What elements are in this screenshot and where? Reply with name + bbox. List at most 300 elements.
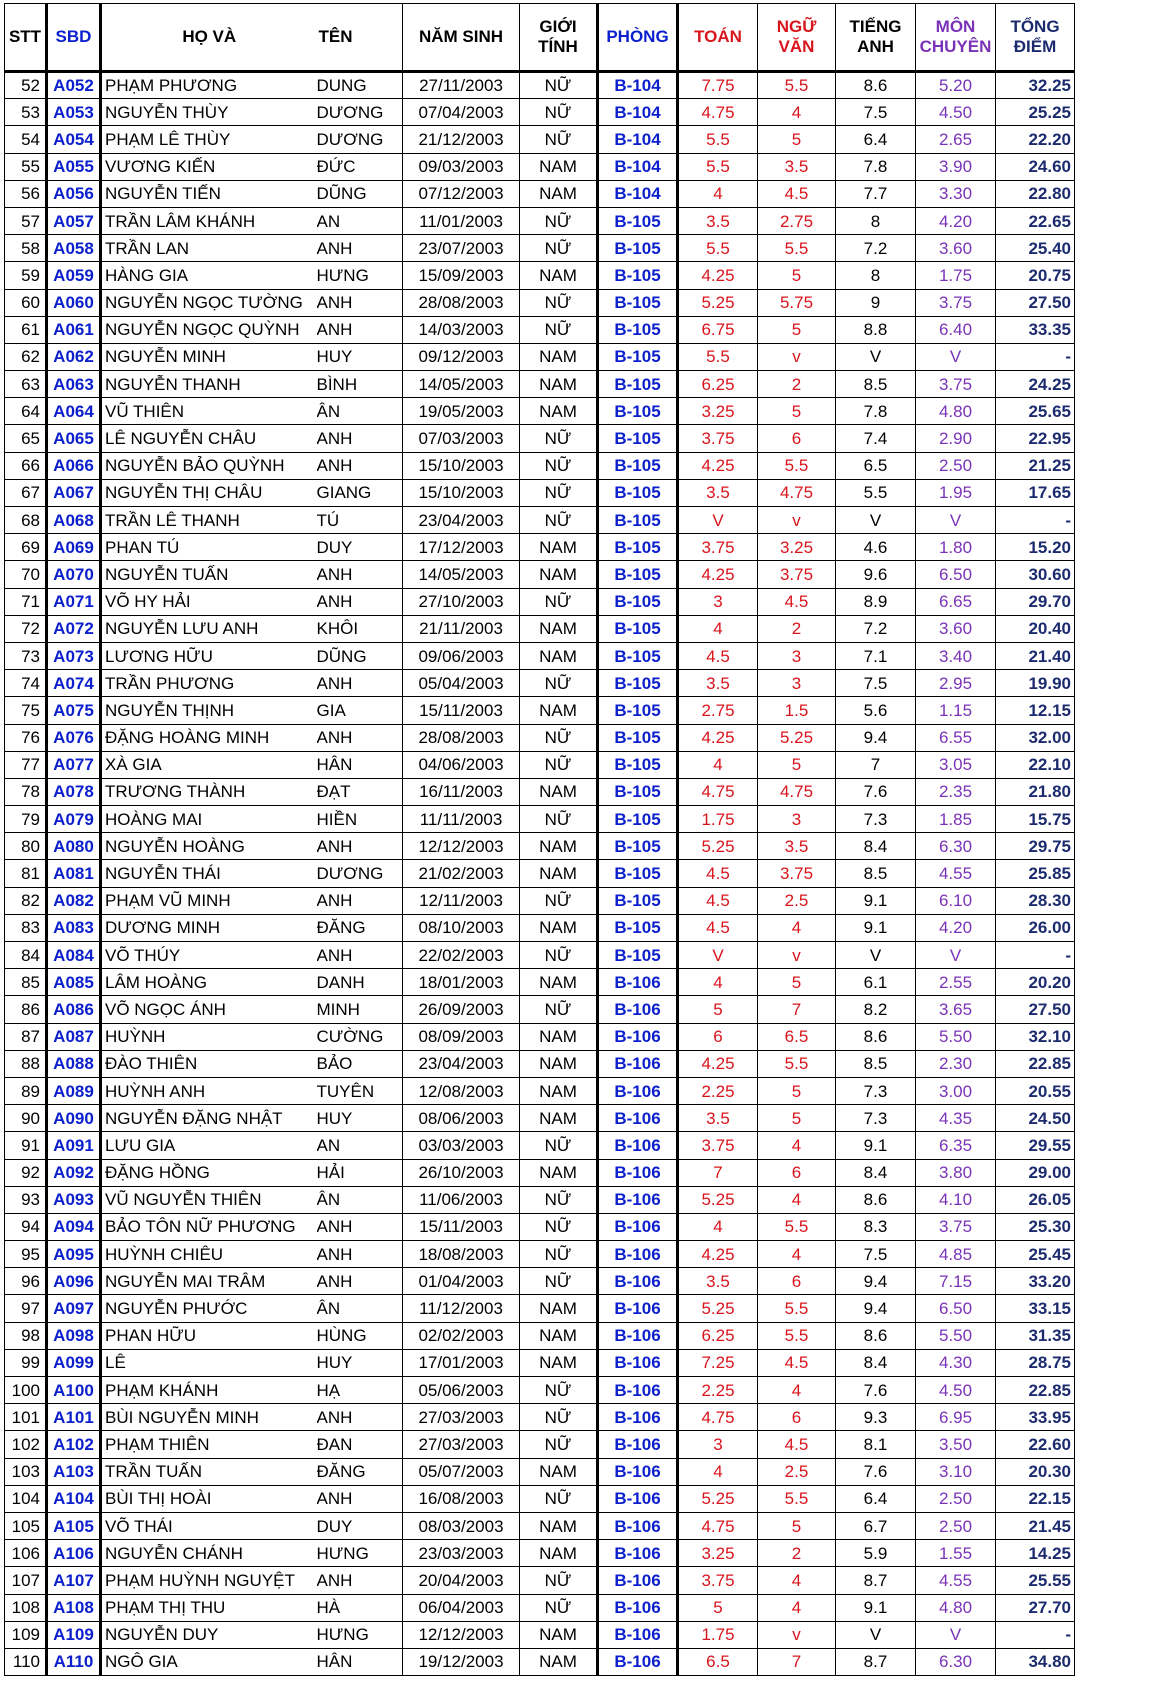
cell-mon-chuyen: 4.85 (916, 1241, 996, 1268)
cell-ngu-van: 4.75 (758, 479, 836, 506)
cell-phong: B-105 (598, 371, 678, 398)
cell-phong: B-106 (598, 969, 678, 996)
cell-phong: B-105 (598, 452, 678, 479)
cell-tong-diem: 21.45 (996, 1512, 1075, 1539)
cell-phong: B-106 (598, 1132, 678, 1159)
cell-stt: 78 (5, 778, 47, 805)
cell-ten: DƯƠNG (317, 860, 403, 887)
table-row (5, 1377, 1075, 1404)
cell-tong-diem: 20.55 (996, 1077, 1075, 1104)
cell-mon-chuyen: 2.35 (916, 778, 996, 805)
cell-stt: 82 (5, 887, 47, 914)
cell-phong: B-105 (598, 942, 678, 969)
table-row (5, 1322, 1075, 1349)
cell-gioi-tinh: NỮ (520, 1268, 598, 1295)
cell-tong-diem: 21.80 (996, 778, 1075, 805)
cell-nam-sinh: 07/04/2003 (403, 99, 520, 126)
cell-tieng-anh: 7.2 (836, 615, 916, 642)
header-row (5, 4, 1075, 72)
cell-tong-diem: 20.40 (996, 615, 1075, 642)
cell-ten: TÚ (317, 507, 403, 534)
table-row (5, 343, 1075, 370)
cell-ngu-van: 3.75 (758, 860, 836, 887)
header-mon-chuyen-line1: MÔN (935, 17, 976, 37)
header-phong: PHÒNG (598, 4, 678, 72)
cell-ngu-van: 5 (758, 969, 836, 996)
cell-sbd: A067 (47, 479, 101, 506)
cell-sbd: A079 (47, 806, 101, 833)
cell-tong-diem: 32.25 (996, 72, 1075, 99)
cell-tong-diem: 15.75 (996, 806, 1075, 833)
cell-toan: 5.25 (678, 1295, 758, 1322)
cell-stt: 103 (5, 1458, 47, 1485)
cell-stt: 53 (5, 99, 47, 126)
cell-toan: 5.5 (678, 126, 758, 153)
cell-mon-chuyen: 3.50 (916, 1431, 996, 1458)
cell-ngu-van: 3 (758, 670, 836, 697)
header-ho: HỌ VÀ (101, 4, 317, 72)
cell-sbd: A075 (47, 697, 101, 724)
cell-nam-sinh: 01/04/2003 (403, 1268, 520, 1295)
cell-ho: HUỲNH CHIÊU (101, 1241, 317, 1268)
cell-nam-sinh: 18/01/2003 (403, 969, 520, 996)
cell-ngu-van: 2 (758, 615, 836, 642)
cell-toan: 3.25 (678, 1540, 758, 1567)
cell-tong-diem: 30.60 (996, 561, 1075, 588)
cell-sbd: A092 (47, 1159, 101, 1186)
cell-stt: 83 (5, 914, 47, 941)
cell-stt: 69 (5, 534, 47, 561)
cell-tong-diem: 26.00 (996, 914, 1075, 941)
cell-tieng-anh: 8.6 (836, 1322, 916, 1349)
cell-ten: ÂN (317, 1186, 403, 1213)
cell-nam-sinh: 04/06/2003 (403, 751, 520, 778)
cell-ho: VƯƠNG KIẾN (101, 153, 317, 180)
cell-nam-sinh: 26/10/2003 (403, 1159, 520, 1186)
cell-mon-chuyen: V (916, 942, 996, 969)
cell-tieng-anh: 9.1 (836, 1594, 916, 1621)
cell-ten: HUY (317, 343, 403, 370)
table-row (5, 452, 1075, 479)
cell-stt: 99 (5, 1349, 47, 1376)
cell-tong-diem: 33.20 (996, 1268, 1075, 1295)
cell-stt: 88 (5, 1050, 47, 1077)
cell-phong: B-106 (598, 1186, 678, 1213)
cell-tong-diem: 31.35 (996, 1322, 1075, 1349)
cell-ten: AN (317, 1132, 403, 1159)
cell-mon-chuyen: 6.65 (916, 588, 996, 615)
cell-nam-sinh: 26/09/2003 (403, 996, 520, 1023)
cell-tieng-anh: 6.7 (836, 1512, 916, 1539)
cell-phong: B-106 (598, 1648, 678, 1675)
cell-ten: CƯỜNG (317, 1023, 403, 1050)
cell-nam-sinh: 27/03/2003 (403, 1431, 520, 1458)
cell-phong: B-105 (598, 642, 678, 669)
cell-ngu-van: 5.5 (758, 1050, 836, 1077)
cell-ngu-van: 3.25 (758, 534, 836, 561)
table-row (5, 1105, 1075, 1132)
cell-tieng-anh: 7.3 (836, 806, 916, 833)
cell-mon-chuyen: V (916, 343, 996, 370)
cell-tieng-anh: 8.2 (836, 996, 916, 1023)
cell-sbd: A054 (47, 126, 101, 153)
cell-tieng-anh: 8.6 (836, 1186, 916, 1213)
cell-tong-diem: 12.15 (996, 697, 1075, 724)
cell-tieng-anh: 5.6 (836, 697, 916, 724)
cell-ten: BẢO (317, 1050, 403, 1077)
cell-stt: 93 (5, 1186, 47, 1213)
cell-ho: NGUYỄN MINH (101, 343, 317, 370)
table-row (5, 1431, 1075, 1458)
cell-sbd: A080 (47, 833, 101, 860)
cell-nam-sinh: 11/06/2003 (403, 1186, 520, 1213)
cell-ho: PHAN HỮU (101, 1322, 317, 1349)
cell-ten: ANH (317, 1567, 403, 1594)
table-row (5, 887, 1075, 914)
cell-phong: B-104 (598, 72, 678, 99)
cell-ngu-van: 5.5 (758, 235, 836, 262)
cell-ngu-van: 4 (758, 99, 836, 126)
header-gioi-tinh-line1: GIỚI (539, 17, 577, 37)
cell-mon-chuyen: 6.50 (916, 561, 996, 588)
cell-tong-diem: 33.35 (996, 316, 1075, 343)
cell-phong: B-104 (598, 153, 678, 180)
table-row (5, 126, 1075, 153)
cell-phong: B-105 (598, 398, 678, 425)
cell-gioi-tinh: NAM (520, 1295, 598, 1322)
cell-nam-sinh: 23/04/2003 (403, 507, 520, 534)
cell-toan: 4.25 (678, 1241, 758, 1268)
cell-tong-diem: 25.45 (996, 1241, 1075, 1268)
cell-tong-diem: 34.80 (996, 1648, 1075, 1675)
cell-tieng-anh: 7.6 (836, 778, 916, 805)
cell-ho: NGUYỄN THÁI (101, 860, 317, 887)
cell-toan: 4.25 (678, 1050, 758, 1077)
cell-phong: B-106 (598, 1213, 678, 1240)
table-row (5, 316, 1075, 343)
cell-tieng-anh: 8.4 (836, 1159, 916, 1186)
cell-ten: ANH (317, 1485, 403, 1512)
cell-ngu-van: 1.5 (758, 697, 836, 724)
cell-ho: HÀNG GIA (101, 262, 317, 289)
cell-tieng-anh: 8.5 (836, 860, 916, 887)
cell-ten: ÂN (317, 398, 403, 425)
cell-gioi-tinh: NỮ (520, 479, 598, 506)
cell-mon-chuyen: 6.55 (916, 724, 996, 751)
header-tong-diem (996, 4, 1075, 72)
cell-sbd: A094 (47, 1213, 101, 1240)
cell-ngu-van: 5 (758, 1105, 836, 1132)
cell-tong-diem: 22.95 (996, 425, 1075, 452)
cell-mon-chuyen: 3.80 (916, 1159, 996, 1186)
cell-tieng-anh: 8.1 (836, 1431, 916, 1458)
cell-tieng-anh: 8.8 (836, 316, 916, 343)
cell-nam-sinh: 08/09/2003 (403, 1023, 520, 1050)
cell-phong: B-105 (598, 615, 678, 642)
cell-gioi-tinh: NỮ (520, 996, 598, 1023)
cell-tong-diem: 25.85 (996, 860, 1075, 887)
cell-tieng-anh: 8.5 (836, 1050, 916, 1077)
cell-mon-chuyen: 3.40 (916, 642, 996, 669)
cell-nam-sinh: 12/12/2003 (403, 833, 520, 860)
cell-mon-chuyen: 2.30 (916, 1050, 996, 1077)
cell-gioi-tinh: NỮ (520, 724, 598, 751)
cell-toan: 3.5 (678, 1268, 758, 1295)
cell-sbd: A052 (47, 72, 101, 99)
cell-phong: B-105 (598, 561, 678, 588)
cell-stt: 66 (5, 452, 47, 479)
cell-mon-chuyen: 6.35 (916, 1132, 996, 1159)
cell-sbd: A107 (47, 1567, 101, 1594)
cell-ho: NGUYỄN HOÀNG (101, 833, 317, 860)
cell-ngu-van: 3.5 (758, 833, 836, 860)
cell-stt: 75 (5, 697, 47, 724)
cell-ho: PHẠM THỊ THU (101, 1594, 317, 1621)
cell-mon-chuyen: 2.50 (916, 1512, 996, 1539)
cell-phong: B-104 (598, 180, 678, 207)
cell-mon-chuyen: 4.20 (916, 914, 996, 941)
table-row (5, 507, 1075, 534)
table-row (5, 670, 1075, 697)
cell-stt: 100 (5, 1377, 47, 1404)
cell-ho: TRƯƠNG THÀNH (101, 778, 317, 805)
cell-mon-chuyen: 2.95 (916, 670, 996, 697)
cell-gioi-tinh: NAM (520, 153, 598, 180)
header-tieng-anh (836, 4, 916, 72)
cell-ten: ANH (317, 289, 403, 316)
cell-ten: ANH (317, 561, 403, 588)
cell-ho: PHẠM THIÊN (101, 1431, 317, 1458)
cell-sbd: A071 (47, 588, 101, 615)
cell-phong: B-106 (598, 1458, 678, 1485)
cell-tong-diem: 24.50 (996, 1105, 1075, 1132)
cell-tong-diem: 25.65 (996, 398, 1075, 425)
cell-phong: B-105 (598, 724, 678, 751)
cell-nam-sinh: 08/10/2003 (403, 914, 520, 941)
cell-nam-sinh: 11/01/2003 (403, 207, 520, 234)
cell-toan: 4.75 (678, 778, 758, 805)
cell-phong: B-106 (598, 1512, 678, 1539)
cell-sbd: A061 (47, 316, 101, 343)
table-row (5, 1567, 1075, 1594)
cell-nam-sinh: 27/03/2003 (403, 1404, 520, 1431)
cell-tong-diem: 20.75 (996, 262, 1075, 289)
cell-tong-diem: 20.30 (996, 1458, 1075, 1485)
cell-tong-diem: 33.15 (996, 1295, 1075, 1322)
cell-sbd: A065 (47, 425, 101, 452)
cell-ten: ĐỨC (317, 153, 403, 180)
cell-mon-chuyen: 2.65 (916, 126, 996, 153)
cell-tieng-anh: 7 (836, 751, 916, 778)
cell-ngu-van: 3.5 (758, 153, 836, 180)
cell-sbd: A053 (47, 99, 101, 126)
cell-mon-chuyen: 3.30 (916, 180, 996, 207)
cell-mon-chuyen: 3.75 (916, 1213, 996, 1240)
cell-tieng-anh: 4.6 (836, 534, 916, 561)
table-row (5, 235, 1075, 262)
cell-nam-sinh: 21/02/2003 (403, 860, 520, 887)
cell-sbd: A096 (47, 1268, 101, 1295)
cell-nam-sinh: 09/03/2003 (403, 153, 520, 180)
cell-gioi-tinh: NỮ (520, 1186, 598, 1213)
cell-stt: 90 (5, 1105, 47, 1132)
cell-gioi-tinh: NỮ (520, 1567, 598, 1594)
header-mon-chuyen (916, 4, 996, 72)
cell-ten: ANH (317, 316, 403, 343)
cell-ho: TRẦN LÂM KHÁNH (101, 207, 317, 234)
cell-stt: 95 (5, 1241, 47, 1268)
cell-ngu-van: 4 (758, 1567, 836, 1594)
cell-gioi-tinh: NAM (520, 1023, 598, 1050)
cell-toan: 2.75 (678, 697, 758, 724)
cell-sbd: A074 (47, 670, 101, 697)
cell-tieng-anh: 7.6 (836, 1377, 916, 1404)
cell-ho: HUỲNH (101, 1023, 317, 1050)
cell-ho: NGUYỄN NGỌC TƯỜNG (101, 289, 317, 316)
cell-ten: ANH (317, 833, 403, 860)
cell-ngu-van: 3 (758, 806, 836, 833)
cell-mon-chuyen: 4.30 (916, 1349, 996, 1376)
cell-ngu-van: 2.5 (758, 887, 836, 914)
cell-tieng-anh: 9.1 (836, 914, 916, 941)
cell-tieng-anh: 8.7 (836, 1567, 916, 1594)
table-row (5, 371, 1075, 398)
cell-nam-sinh: 14/05/2003 (403, 561, 520, 588)
cell-ngu-van: 5.5 (758, 452, 836, 479)
cell-ngu-van: 4 (758, 914, 836, 941)
table-row (5, 724, 1075, 751)
cell-ho: TRẦN PHƯƠNG (101, 670, 317, 697)
table-row (5, 969, 1075, 996)
cell-tong-diem: 25.40 (996, 235, 1075, 262)
cell-tieng-anh: 8.6 (836, 72, 916, 99)
cell-ten: ANH (317, 452, 403, 479)
cell-sbd: A076 (47, 724, 101, 751)
cell-ngu-van: 4.5 (758, 1349, 836, 1376)
cell-nam-sinh: 27/11/2003 (403, 72, 520, 99)
cell-mon-chuyen: 4.35 (916, 1105, 996, 1132)
cell-phong: B-105 (598, 887, 678, 914)
cell-toan: 5.5 (678, 153, 758, 180)
cell-tong-diem: 19.90 (996, 670, 1075, 697)
cell-phong: B-106 (598, 1322, 678, 1349)
cell-stt: 87 (5, 1023, 47, 1050)
cell-ten: ĐAN (317, 1431, 403, 1458)
cell-phong: B-106 (598, 1268, 678, 1295)
cell-mon-chuyen: 6.40 (916, 316, 996, 343)
cell-ho: BẢO TÔN NỮ PHƯƠNG (101, 1213, 317, 1240)
table-row (5, 697, 1075, 724)
cell-nam-sinh: 16/08/2003 (403, 1485, 520, 1512)
cell-toan: 3.75 (678, 425, 758, 452)
cell-stt: 96 (5, 1268, 47, 1295)
cell-ho: PHẠM KHÁNH (101, 1377, 317, 1404)
cell-mon-chuyen: 4.50 (916, 1377, 996, 1404)
cell-tieng-anh: 7.7 (836, 180, 916, 207)
cell-stt: 97 (5, 1295, 47, 1322)
header-mon-chuyen-line2: CHUYÊN (919, 37, 992, 56)
cell-nam-sinh: 28/08/2003 (403, 289, 520, 316)
cell-tong-diem: 27.50 (996, 289, 1075, 316)
cell-gioi-tinh: NAM (520, 833, 598, 860)
cell-stt: 60 (5, 289, 47, 316)
cell-mon-chuyen: 4.80 (916, 398, 996, 425)
cell-toan: 4 (678, 969, 758, 996)
cell-phong: B-105 (598, 343, 678, 370)
header-stt: STT (5, 4, 47, 72)
cell-ho: PHẠM LÊ THÙY (101, 126, 317, 153)
header-gioi-tinh (520, 4, 598, 72)
cell-tong-diem: 32.00 (996, 724, 1075, 751)
cell-ho: VÕ THÁI (101, 1512, 317, 1539)
cell-phong: B-105 (598, 479, 678, 506)
cell-mon-chuyen: 6.10 (916, 887, 996, 914)
cell-gioi-tinh: NAM (520, 615, 598, 642)
cell-sbd: A087 (47, 1023, 101, 1050)
cell-mon-chuyen: V (916, 507, 996, 534)
cell-ten: AN (317, 207, 403, 234)
cell-stt: 79 (5, 806, 47, 833)
cell-mon-chuyen: V (916, 1621, 996, 1648)
cell-ho: NGUYỄN BẢO QUỲNH (101, 452, 317, 479)
cell-ten: HẠ (317, 1377, 403, 1404)
table-row (5, 207, 1075, 234)
header-ngu-van-line1: NGỮ (776, 17, 817, 37)
cell-tong-diem: 22.80 (996, 180, 1075, 207)
cell-toan: 6.25 (678, 1322, 758, 1349)
cell-stt: 108 (5, 1594, 47, 1621)
cell-ho: NGÔ GIA (101, 1648, 317, 1675)
cell-ten: BÌNH (317, 371, 403, 398)
cell-gioi-tinh: NAM (520, 697, 598, 724)
cell-ho: PHAN TÚ (101, 534, 317, 561)
cell-ten: DANH (317, 969, 403, 996)
cell-tieng-anh: 7.3 (836, 1077, 916, 1104)
cell-ten: DŨNG (317, 180, 403, 207)
cell-toan: 4.5 (678, 914, 758, 941)
cell-gioi-tinh: NAM (520, 262, 598, 289)
cell-tong-diem: 33.95 (996, 1404, 1075, 1431)
cell-tieng-anh: 7.3 (836, 1105, 916, 1132)
cell-sbd: A103 (47, 1458, 101, 1485)
cell-phong: B-105 (598, 534, 678, 561)
table-row (5, 642, 1075, 669)
cell-ten: HÂN (317, 751, 403, 778)
cell-tieng-anh: 8.6 (836, 1023, 916, 1050)
cell-sbd: A089 (47, 1077, 101, 1104)
cell-gioi-tinh: NAM (520, 914, 598, 941)
cell-ho: PHẠM PHƯƠNG (101, 72, 317, 99)
cell-sbd: A068 (47, 507, 101, 534)
cell-nam-sinh: 18/08/2003 (403, 1241, 520, 1268)
cell-ho: HUỲNH ANH (101, 1077, 317, 1104)
cell-toan: 4.25 (678, 262, 758, 289)
table-row (5, 588, 1075, 615)
cell-gioi-tinh: NỮ (520, 235, 598, 262)
cell-toan: 3 (678, 1431, 758, 1458)
cell-sbd: A077 (47, 751, 101, 778)
cell-toan: 4 (678, 1458, 758, 1485)
cell-mon-chuyen: 5.50 (916, 1322, 996, 1349)
cell-phong: B-105 (598, 914, 678, 941)
cell-stt: 81 (5, 860, 47, 887)
cell-sbd: A093 (47, 1186, 101, 1213)
cell-stt: 74 (5, 670, 47, 697)
cell-stt: 57 (5, 207, 47, 234)
cell-phong: B-106 (598, 1105, 678, 1132)
cell-toan: 4.75 (678, 1512, 758, 1539)
cell-sbd: A069 (47, 534, 101, 561)
